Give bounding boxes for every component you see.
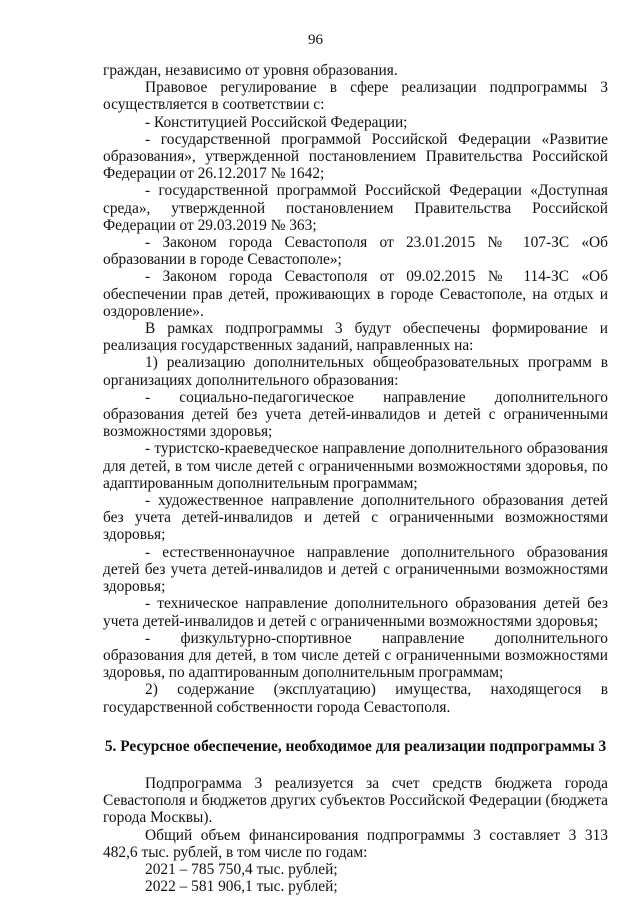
paragraph: граждан, независимо от уровня образования. [103,62,398,79]
paragraph: 2) содержание (эксплуатацию) имущества, находящегося в государственной собственности города Севастополя. [103,681,608,716]
paragraph: - государственной программой Российской Федерации «Развитие образования», утвержденной постановлением Правительства Российской Федерации от 26.12.2017 № 1642; [103,130,608,183]
paragraph: Общий объем финансирования подпрограммы 3 составляет 3 313 482,6 тыс. рублей, в том числе по годам: [103,826,608,861]
paragraph: - Законом города Севастополя от 09.02.2015 № 114-ЗС «Об обеспечении прав детей, проживающих в городе Севастополе, на отдых и оздоровление». [103,268,608,320]
paragraph: 1) реализацию дополнительных общеобразовательных программ в организациях дополнительного образования: [103,354,608,389]
paragraph: - техническое направление дополнительного образования детей без учета детей-инвалидов и детей с ограниченными возможностями здоровья; [103,595,608,630]
text-block-legal-basis [103,62,608,716]
text-block-resources [103,775,608,895]
paragraph: - Законом города Севастополя от 23.01.2015 № 107-ЗС «Об образовании в городе Севастополе»; [103,234,608,269]
paragraph: Подпрограмма 3 реализуется за счет средств бюджета города Севастополя и бюджетов других субъектов Российской Федерации (бюджета города Москвы). [103,774,608,827]
section-heading: 5. Ресурсное обеспечение, необходимое для реализации подпрограммы 3 [104,737,607,755]
paragraph: - художественное направление дополнительного образования детей без учета детей-инвалидов и детей с ограниченными возможностями здоровья; [103,492,608,544]
paragraph: - туристско-краеведческое направление дополнительного образования для детей, в том числе детей с ограниченными возможностями здоровья, по адаптированным дополнительным программам; [103,440,608,492]
paragraph: В рамках подпрограммы 3 будут обеспечены формирование и реализация государственных заданий, направленных на: [103,320,608,355]
paragraph: - физкультурно-спортивное направление дополнительного образования для детей, в том числе детей с ограниченными возможностями здоровья, по адаптированным дополнительным программам; [103,629,608,682]
page-number: 96 [308,32,323,48]
paragraph: - социально-педагогическое направление дополнительного образования детей без учета детей-инвалидов и детей с ограниченными возможностями здоровья; [103,388,608,441]
paragraph: - Конституцией Российской Федерации; [145,113,408,131]
paragraph: - государственной программой Российской Федерации «Доступная среда», утвержденной постановлением Правительства Российской Федерации от 29.03.2019 № 363; [103,182,608,234]
paragraph: 2021 – 785 750,4 тыс. рублей; [145,860,338,878]
paragraph: - естественнонаучное направление дополнительного образования детей без учета детей-инвалидов и детей с ограниченными возможностями здоровья; [103,543,608,596]
document-body [103,62,608,895]
paragraph: Правовое регулирование в сфере реализации подпрограммы 3 осуществляется в соответствии с: [103,79,608,114]
paragraph: 2022 – 581 906,1 тыс. рублей; [145,878,338,896]
